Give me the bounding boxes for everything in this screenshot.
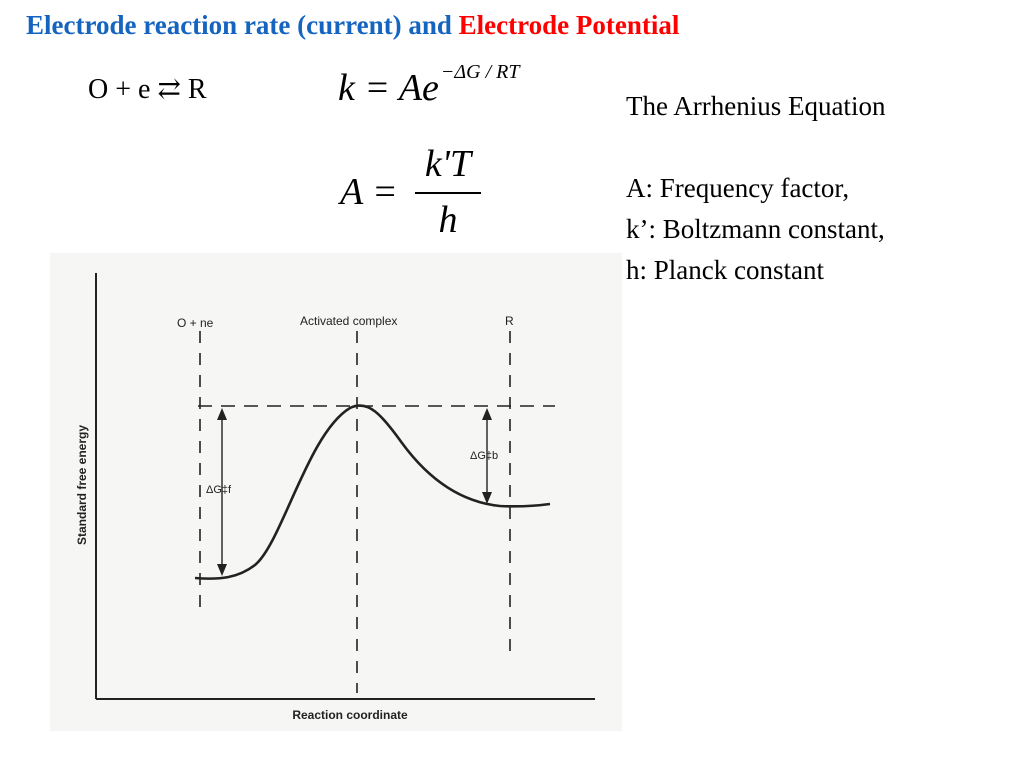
notes-line-frequency: A: Frequency factor, [626, 173, 850, 203]
energy-diagram-svg [50, 253, 622, 731]
notes-line-planck: h: Planck constant [626, 255, 824, 285]
frequency-factor-lhs: A = [340, 171, 398, 213]
fraction-bar [415, 192, 481, 194]
energy-diagram-figure [50, 253, 622, 731]
label-backward-barrier: ΔG‡b [470, 450, 499, 462]
label-activated-complex: Activated complex [300, 314, 398, 328]
y-axis-label: Standard free energy [75, 424, 89, 546]
label-reactant: O + ne [177, 316, 214, 330]
x-axis-label: Reaction coordinate [292, 708, 408, 722]
frequency-factor-fraction [415, 142, 481, 240]
forward-arrowhead-top [217, 408, 227, 420]
free-energy-curve [195, 405, 550, 578]
title-part-1: Electrode reaction rate (current) and [26, 10, 452, 40]
notes-spacer [626, 127, 885, 168]
arrhenius-lhs: k = Ae [338, 67, 439, 109]
fraction-numerator: k'T [424, 143, 472, 185]
label-product: R [505, 314, 514, 328]
fraction-denominator: h [438, 199, 458, 241]
forward-arrowhead-bottom [217, 564, 227, 576]
reaction-equation: O + e ⇄ R [88, 74, 207, 105]
arrhenius-equation [338, 61, 520, 110]
notes-heading: The Arrhenius Equation [626, 91, 886, 121]
notes-line-boltzmann: k’: Boltzmann constant, [626, 214, 885, 244]
notes-panel [626, 86, 885, 291]
arrhenius-exponent: −ΔG / RT [440, 61, 520, 83]
slide-title [26, 10, 679, 41]
backward-arrowhead-top [482, 408, 492, 420]
label-forward-barrier: ΔG‡f [206, 484, 232, 496]
title-part-2: Electrode Potential [458, 10, 680, 40]
